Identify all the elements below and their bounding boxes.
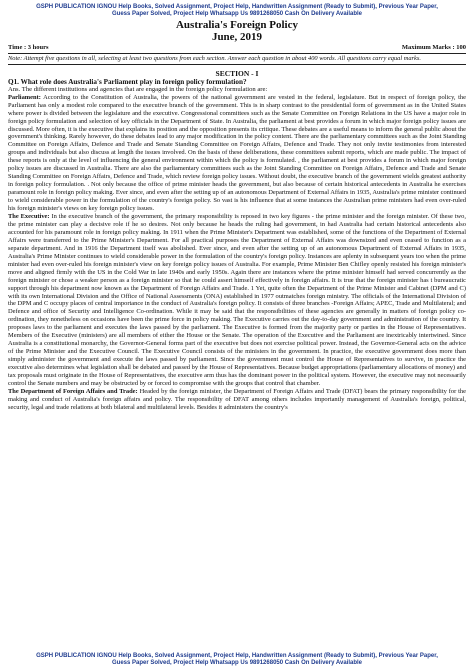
paper-title: Australia's Foreign Policy xyxy=(175,19,298,31)
banner-line-2: Guess Paper Solved, Project Help Whatsapp Us 9891268050 Cash On Delivery Available xyxy=(112,11,362,17)
section-heading: SECTION - I xyxy=(215,68,259,78)
note-divider xyxy=(8,64,466,65)
publisher-banner xyxy=(8,4,466,18)
paragraph-heading: The Department of Foreign Affairs and Trade: xyxy=(8,387,138,395)
paragraph-dfat xyxy=(8,388,466,412)
paragraph-text: According to the Constitution of Australia, the powers of the national government are vested in the federal, legislature. But in respect of foreign policy, the Parliament has only a modest role compared to the executive branch of the government. This is in sharp contrast to the presidential form of government as in the United States where power is divided between the legislature and the executive. Congressional committees such as the Senate Committee on Foreign Relations in the US have a major role in foreign policy formulation and selection of key officials in the Department of State. In Australia, the parliament at best provides a forum in which major foreign policy issues are discussed. More often, it is the executive that explains its position and the opposition presents its critique. These debates are a useful means to inform the general public about the government's thinking. Rarely however, do these debates lead to any major modification in the policy content. There are the parliamentary committees such as the Joint Standing Committee on Foreign Affairs, Defence and Trade and Senate Standing Committee on Foreign Affairs, Defence and Trade. They not only invite testimonies from interested groups and individuals but also discuss at length the issues involved. On the basis of these deliberations, these committees submit reports, which are made public. The impact of these reports is only at the level of influencing the general environment within which the policy is formulated. , the parliament at best provides a forum in which major foreign policy issues are discussed in Australia. There are also the parliamentary committees such as the Joint Standing Committee on Foreign Affairs, Defence and Trade and Senate Standing Committee on Foreign Affairs, Defence and Trade, which review foreign policy issues. Without doubt, the executive branch of the government wields greatest authority in foreign policy formulation. . Not only because the office of prime minister heads the government, but also because of certain historical antecedents in Australia he exercises paramount role in foreign policy making. Ever since, and even after the setting up of an autonomous Department of External Affairs in 1935, Australia's prime minister continued to wield considerable power in the formulation of the country's foreign policy. So vast is his influence that at some instances the Australian prime ministers had even over-ruled his foreign minister's views on key foreign policy issues. xyxy=(8,93,466,213)
paragraph-text: In the executive branch of the government, the primary responsibility is reposed in two key figures - the prime minister and the foreign minister. Of these two, the prime minister can play a decisive role if he so desires. Not only because he heads the ruling had government, in had Australia had certain historical antecedents also accounted for his paramount role in foreign policy making. In 1911 when the Prime Minister's Department was established, some of the functions of the Department of External Affairs were transferred to the Prime Minister's Department. For all practical purposes the Department of External Affairs was downsized and even ceased to function as a separate department. And in 1916 the Department itself was abolished. Ever since, and even after the setting up of an autonomous Department of External Affairs in 1935, Australia's Prime Minister continues to wield considerable power in the formulation of the country's foreign policy. Instances are aplenty in subsequent years too when the prime minister had even over-ruled his foreign minister's view on key foreign policy issues of Australia. For example, Prime Minister Ben Chifley openly resisted his foreign minister's move and aligned firmly with the US in the Cold War in late 1940s and early 1950s. Again there are instances where the prime minister himself had served concurrently as the foreign minister or chose a weaker person as a foreign minister so that he could assert himself effectively in foreign affairs. It is true that the foreign minister has t bureaucratic support through his department now known as the Department of Foreign Affairs and Trade. 1 Yet, quite often the Department of the Prime Minister and Cabinet (DPM and C) with its own International Division and the Office of National Assessments (ONA) established in 1977 outmatches foreign ministry. The officials of the International Division of the DPM and C occupy places of central importance in the conduct of Australia's foreign policy. It consists of three branches -Foreign Affairs; APEC, Trade and Multilateral; and Defence and office of Security and Intelligence Co-ordination. While it may be said that the responsibilities of these agencies are generally in matters of foreign policy co-ordination, they nonetheless on occasions have been the prime force in policy making. The Executive carries out the day-to-day government and administration of the country. It proposes laws to the parliament and executes the laws passed by the parliament. The Executive is formed from the majority party or parties in the House of Representatives. Members of the Executive (ministers) are all members of either the House or the Senate. The operation of the Executive and the Parliament are inextricably intertwined. Since Australia is a constitutional monarchy, the Governor-General forms part of the executive but does not exercise political power. Instead, the Governor-General acts on the advice of the Prime Minister and the Executive Council. The Executive Council consists of the ministers in the government. In practice, the executive government does more than simply administer the government and execute the laws passed by parliament. Since the government must control the House of Representatives to survive, in practice the executive also determines what legislation shall be debated and passed by the House of Representatives. Because budget appropriations (parliamentary allocations of money) and tax proposals must originate in the House of Representatives, the executive arm thus has the dominant power in the political system. However, the executive may not necessarily control the Senate numbers and may be obstructed by or forced to compromise with the groups that control that chamber. xyxy=(8,213,466,388)
banner-line-1: GSPH PUBLICATION IGNOU Help Books, Solved Assignment, Project Help, Handwritten Assignment (Ready to Submit), Previous Year Paper, xyxy=(36,4,438,10)
time-allowed: Time : 3 hours xyxy=(8,44,49,51)
question-label: Q1. What role does Australia's Parliament play in foreign policy formulation? xyxy=(8,77,247,86)
maximum-marks: Maximum Marks : 100 xyxy=(401,44,466,51)
paragraph-executive xyxy=(8,213,466,388)
answer-lead: Ans. The different institutions and agencies that are engaged in the foreign policy formulation are: xyxy=(8,85,268,93)
footer-line-2: Guess Paper Solved, Project Help Whatsapp Us 9891268050 Cash On Delivery Available xyxy=(112,660,362,666)
paragraph-text: Headed by the foreign minister, the Department of Foreign Affairs and Trade (DFAT) bears the primary responsibility for the making and conduct of Australia's foreign affairs and policy. The responsibility of DFAT among others includes importantly management of Australia's foreign, political, security, legal and trade relations at both bilateral and multilateral levels. Besides it administers the country's xyxy=(8,387,466,411)
exam-meta-row xyxy=(8,44,466,52)
publisher-footer xyxy=(8,653,466,667)
paragraph-heading: Parliament: xyxy=(8,93,41,101)
instructions-note: Note: Attempt five questions in all, selecting at least two questions from each section. Answer each question in about 400 words. All questions carry equal marks. xyxy=(8,55,421,62)
top-divider xyxy=(8,53,466,54)
paper-date: June, 2019 xyxy=(211,31,263,43)
paragraph-heading: The Executive: xyxy=(8,213,50,220)
footer-line-1: GSPH PUBLICATION IGNOU Help Books, Solved Assignment, Project Help, Handwritten Assignment (Ready to Submit), Previous Year Paper, xyxy=(36,653,438,659)
paragraph-parliament xyxy=(8,94,466,213)
